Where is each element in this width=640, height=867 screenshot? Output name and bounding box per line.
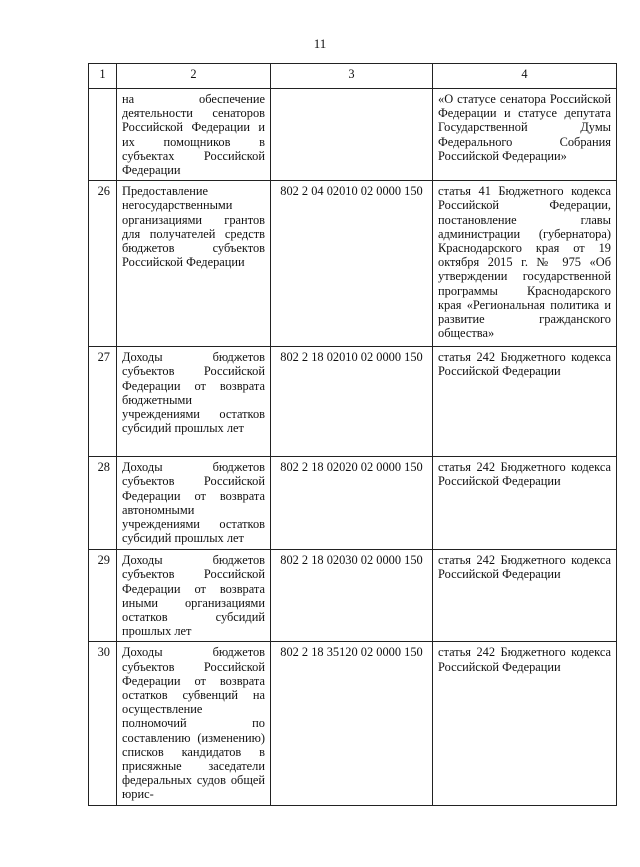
budget-code: 802 2 04 02010 02 0000 150 (271, 181, 433, 347)
legal-basis: статья 242 Бюджетного кодекса Российской Федерации (433, 642, 617, 805)
legal-basis: статья 242 Бюджетного кодекса Российской Федерации (433, 550, 617, 642)
header-col-1: 1 (89, 64, 117, 89)
header-col-3: 3 (271, 64, 433, 89)
table-row (89, 642, 617, 805)
table-row (89, 347, 617, 457)
budget-code: 802 2 18 02020 02 0000 150 (271, 457, 433, 550)
budget-code: 802 2 18 35120 02 0000 150 (271, 642, 433, 805)
income-name: Доходы бюджетов субъектов Российской Федерации от возврата остатков субвенций на осуществление полномочий по составлению (изменению) списков кандидатов в присяжные заседатели федеральных судов общей юрис- (117, 642, 271, 805)
legal-basis: статья 41 Бюджетного кодекса Российской Федерации, постановление главы администрации (губернатора) Краснодарского края от 19 октября 2015 г. № 975 «Об утверждении государственной программы Краснодарского края «Региональная политика и развитие гражданского общества» (433, 181, 617, 347)
table-row (89, 457, 617, 550)
income-name: Доходы бюджетов субъектов Российской Федерации от возврата иными организациями остатков субсидий прошлых лет (117, 550, 271, 642)
budget-code (271, 89, 433, 181)
income-name: на обеспечение деятельности сенаторов Российской Федерации и их помощников в субъектах Российской Федерации (117, 89, 271, 181)
income-name: Доходы бюджетов субъектов Российской Федерации от возврата бюджетными учреждениями остатков субсидий прошлых лет (117, 347, 271, 457)
income-name: Предоставление негосударственными организациями грантов для получателей средств бюджетов субъектов Российской Федерации (117, 181, 271, 347)
page-number: 11 (313, 36, 327, 51)
row-number: 29 (89, 550, 117, 642)
row-number (89, 89, 117, 181)
table-header-row (89, 64, 617, 89)
legal-basis: статья 242 Бюджетного кодекса Российской Федерации (433, 457, 617, 550)
row-number: 27 (89, 347, 117, 457)
legal-basis: «О статусе сенатора Российской Федерации и статусе депутата Государственной Думы Федерального Собрания Российской Федерации» (433, 89, 617, 181)
table-row (89, 550, 617, 642)
row-number: 28 (89, 457, 117, 550)
table-row (89, 181, 617, 347)
budget-code: 802 2 18 02030 02 0000 150 (271, 550, 433, 642)
row-number: 26 (89, 181, 117, 347)
row-number: 30 (89, 642, 117, 805)
header-col-4: 4 (433, 64, 617, 89)
table-row (89, 89, 617, 181)
income-name: Доходы бюджетов субъектов Российской Федерации от возврата автономными учреждениями остатков субсидий прошлых лет (117, 457, 271, 550)
budget-code: 802 2 18 02010 02 0000 150 (271, 347, 433, 457)
header-col-2: 2 (117, 64, 271, 89)
legal-basis: статья 242 Бюджетного кодекса Российской Федерации (433, 347, 617, 457)
income-sources-table (88, 63, 617, 806)
